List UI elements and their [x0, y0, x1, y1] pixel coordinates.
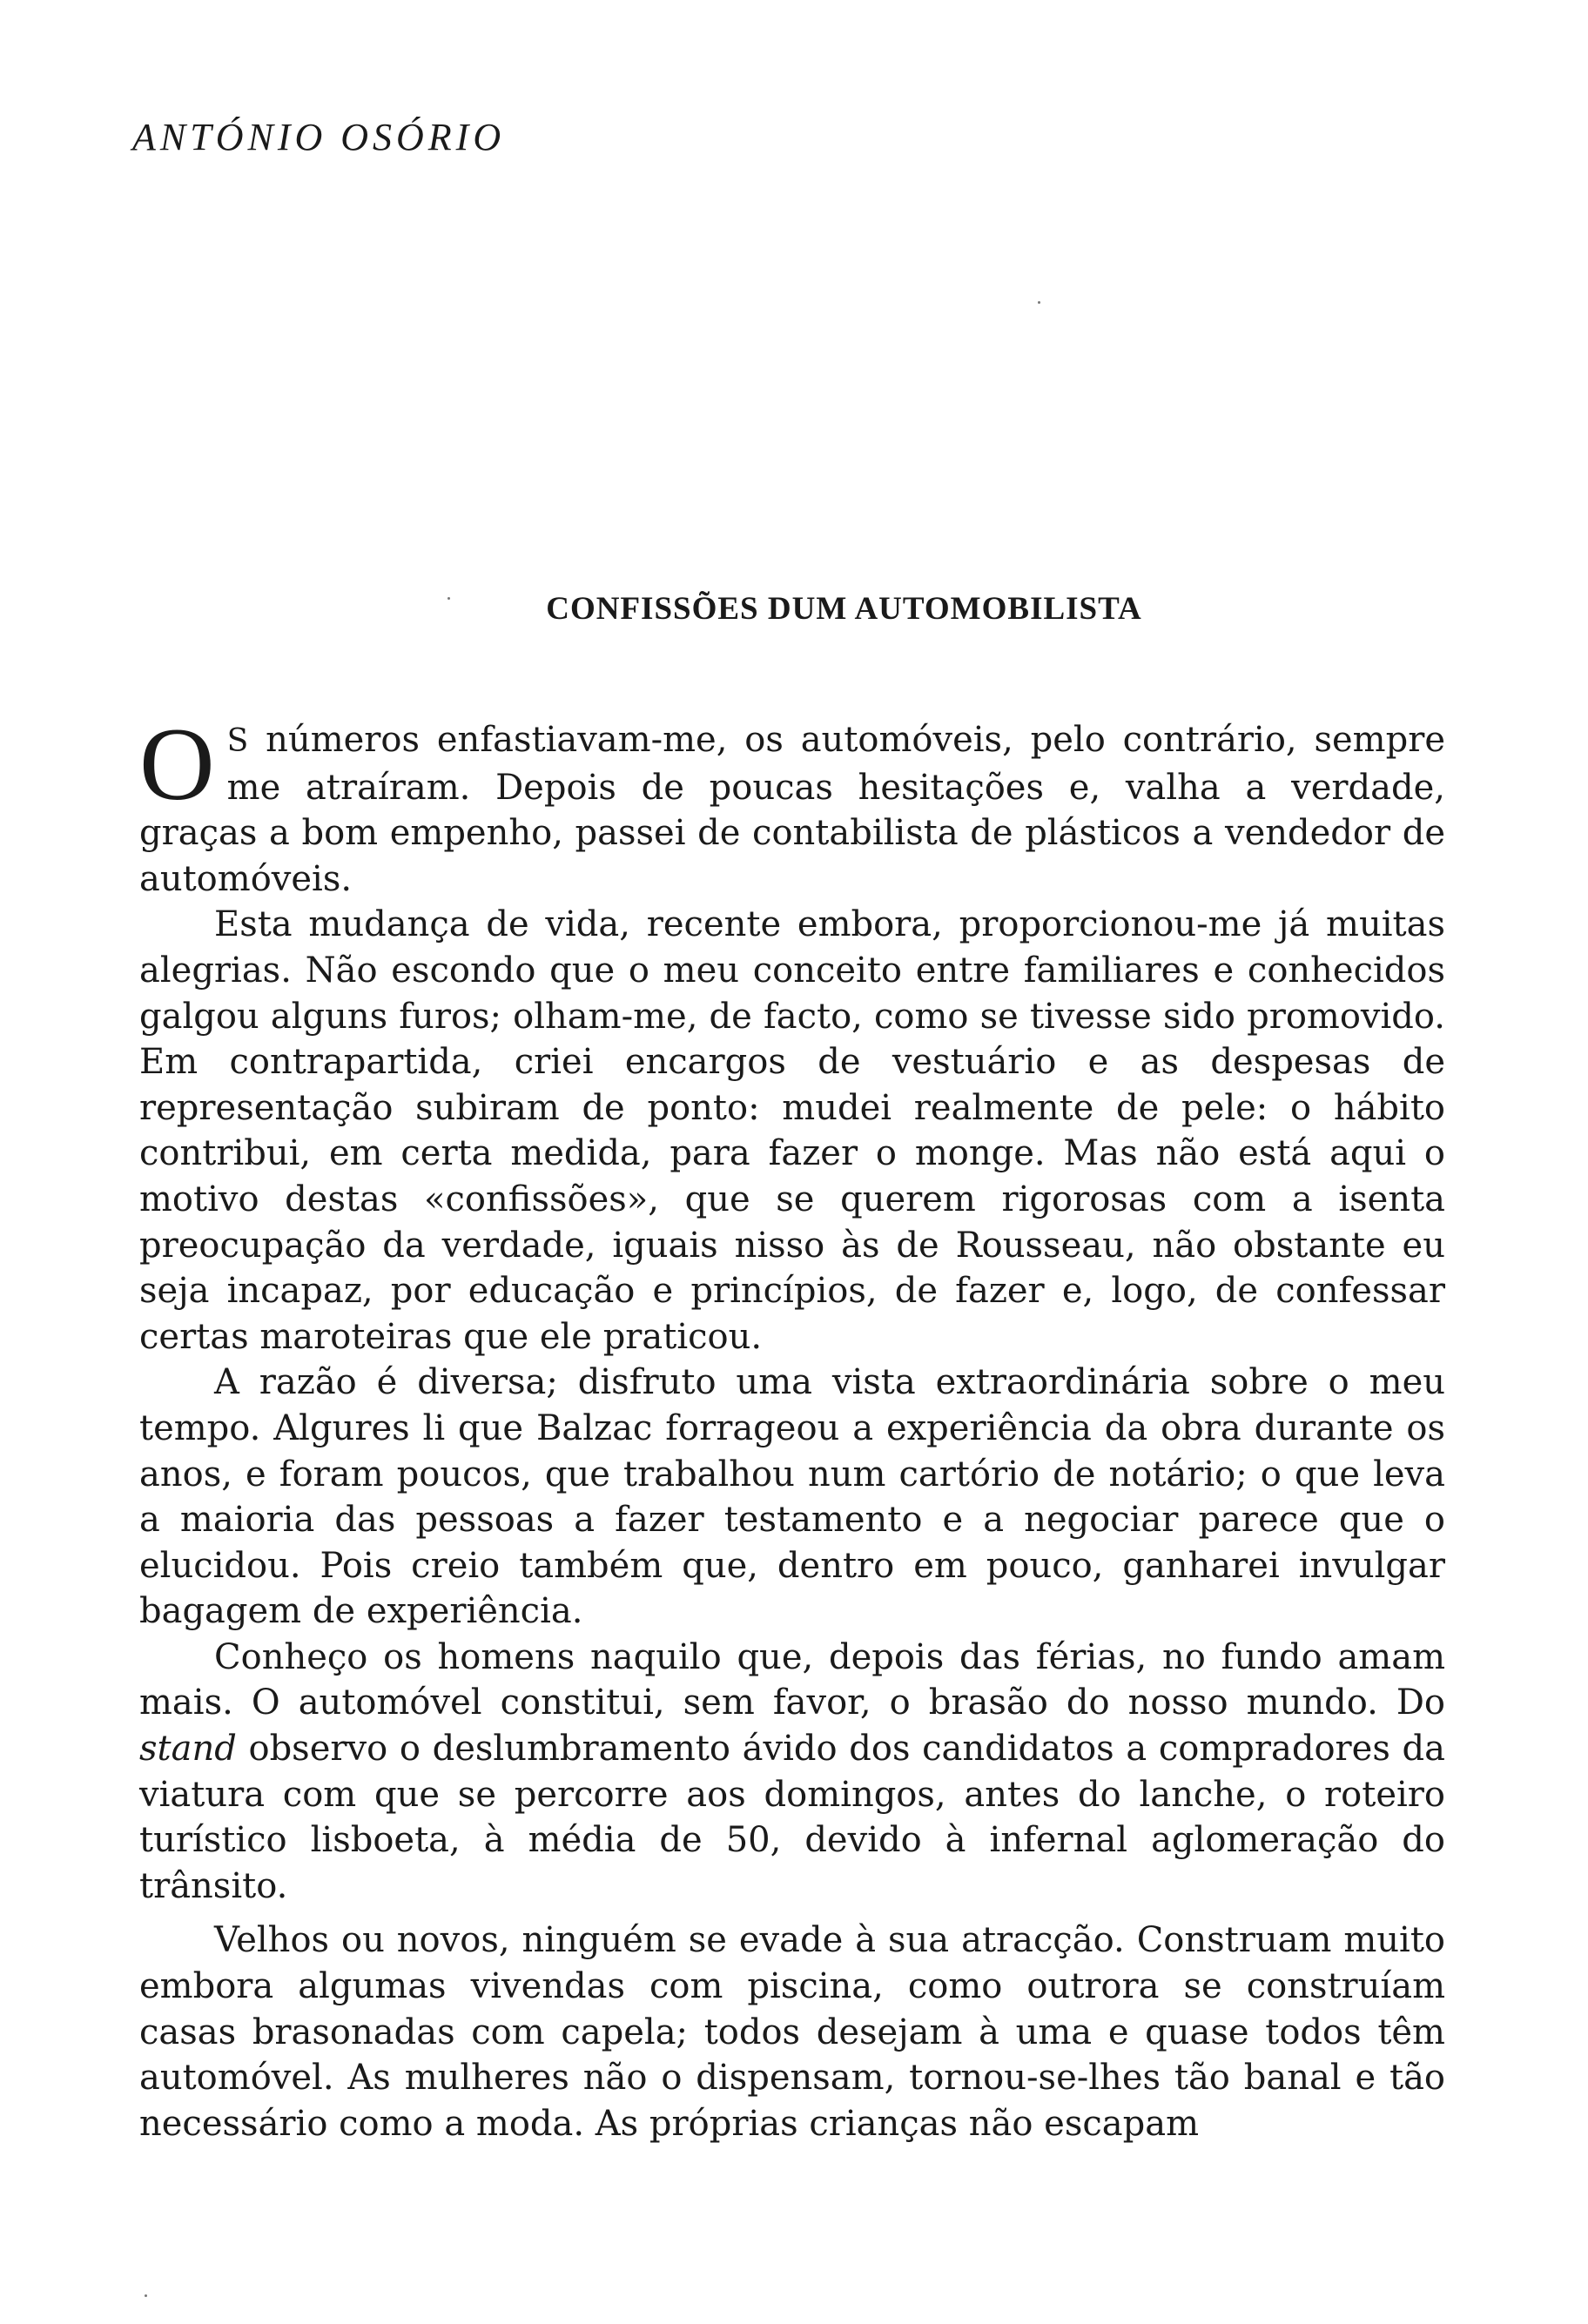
paragraph: Esta mudança de vida, recente embora, proporcionou-me já muitas alegrias. Não escondo que o meu conceito entre familiares e conhecidos galgou alguns furos; olham-me, de facto, como se tivesse sido promovido. Em contrapartida, criei encargos de vestuário e as despesas de representação subiram de ponto: mudei realmente de pele: o hábito contribui, em certa medida, para fazer o monge. Mas não está aqui o motivo destas «confissões», que se querem rigorosas com a isenta preocupação da verdade, iguais nisso às de Rousseau, não obstante eu seja incapaz, por educação e princípios, de fazer e, logo, de confessar certas maroteiras que ele praticou. — [139, 904, 1445, 1357]
paragraph — [139, 706, 1445, 902]
paragraph: A razão é diversa; disfruto uma vista extraordinária sobre o meu tempo. Algures li que Balzac forrageou a experiência da obra durante os anos, e foram poucos, que trabalhou num cartório de notário; o que leva a maioria das pessoas a fazer testamento e a negociar parece que o elucidou. Pois creio também que, dentro em pouco, ganharei invulgar bagagem de experiência. — [139, 1362, 1445, 1632]
paragraph-text: números enfastiavam-me, os automóveis, pelo contrário, sempre me atraíram. Depois de poucas hesitações e, valha a verdade, graças a bom empenho, passei de contabilista de plásticos a vendedor de automóveis. — [139, 720, 1445, 899]
paper-speck — [1038, 301, 1040, 304]
paragraph-text: observo o deslumbramento ávido dos candidatos a compradores da viatura com que se percorre aos domingos, antes do lanche, o roteiro turístico lisboeta, à média de 50, devido à infernal aglomeração do trânsito. — [139, 1729, 1445, 1906]
drop-cap: O — [139, 706, 215, 822]
paragraph-gap — [139, 1909, 1445, 1918]
paper-speck — [145, 2294, 147, 2297]
article-title: CONFISSÕES DUM AUTOMOBILISTA — [546, 591, 1142, 627]
paragraph: Velhos ou novos, ninguém se evade à sua atracção. Construam muito embora algumas vivendas com piscina, como outrora se construíam casas brasonadas com capela; todos desejam à uma e quase todos têm automóvel. As mulheres não o dispensam, tornou-se-lhes tão banal e tão necessário como a moda. As próprias crianças não escapam — [139, 1920, 1445, 2144]
article-body — [139, 706, 1445, 2146]
lead-letter: S — [226, 723, 249, 759]
italic-word: stand — [139, 1729, 237, 1770]
paragraph — [139, 1635, 1445, 1910]
author-name: ANTÓNIO OSÓRIO — [132, 116, 506, 158]
paragraph-text: Conheço os homens naquilo que, depois das férias, no fundo amam mais. O automóvel constitui, sem favor, o brasão do nosso mundo. Do — [139, 1636, 1445, 1723]
